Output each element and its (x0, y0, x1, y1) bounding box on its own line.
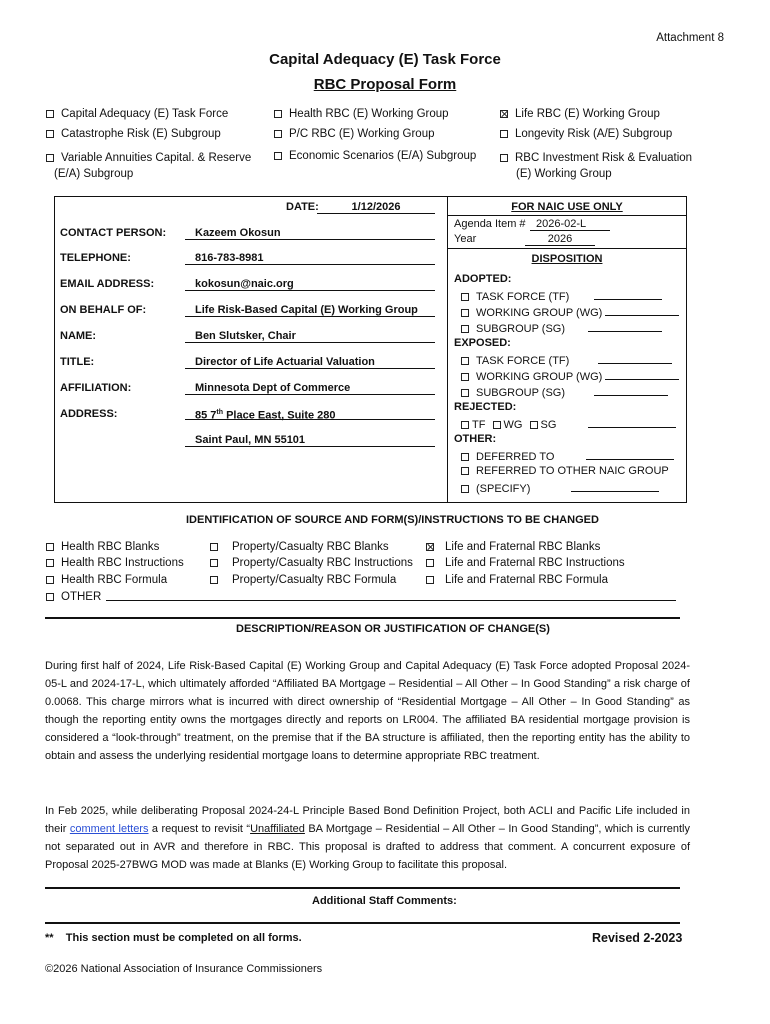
adopted-sg-line[interactable] (588, 321, 662, 332)
checkbox-icon[interactable] (46, 593, 54, 601)
form-option[interactable]: Life and Fraternal RBC Instructions (426, 557, 625, 569)
contact-person-label: CONTACT PERSON: (60, 227, 167, 239)
group-option[interactable]: Variable Annuities Capital. & Reserve (E/A) Subgroup (46, 150, 251, 182)
checkbox-icon[interactable] (210, 543, 218, 551)
section-divider (45, 922, 680, 924)
adopted-sg-option[interactable]: SUBGROUP (SG) (461, 321, 662, 335)
form-option[interactable]: Property/Casualty RBC Formula (210, 574, 396, 586)
checkbox-icon[interactable] (46, 154, 54, 162)
title-label: TITLE: (60, 356, 95, 368)
copyright: ©2026 National Association of Insurance Commissioners (45, 963, 323, 975)
group-option[interactable]: Catastrophe Risk (E) Subgroup (46, 128, 221, 140)
rejected-heading: REJECTED: (454, 401, 517, 413)
section-divider (45, 617, 680, 619)
title-field[interactable]: Director of Life Actuarial Valuation (185, 355, 435, 369)
exposed-sg-option[interactable]: SUBGROUP (SG) (461, 385, 668, 399)
contact-box (54, 196, 448, 503)
deferred-option[interactable]: DEFERRED TO (461, 449, 674, 463)
date-field[interactable]: 1/12/2026 (317, 200, 435, 214)
form-option[interactable]: Life and Fraternal RBC Formula (426, 574, 608, 586)
telephone-field[interactable]: 816-783-8981 (185, 251, 435, 265)
checked-checkbox-icon[interactable] (426, 543, 434, 551)
form-subtitle: RBC Proposal Form (313, 76, 457, 93)
adopted-wg-line[interactable] (605, 305, 679, 316)
exposed-heading: EXPOSED: (454, 337, 511, 349)
telephone-label: TELEPHONE: (60, 252, 131, 264)
contact-person-field[interactable]: Kazeem Okosun (185, 226, 435, 240)
checkbox-icon[interactable] (46, 130, 54, 138)
group-option[interactable]: Health RBC (E) Working Group (274, 108, 449, 120)
on-behalf-label: ON BEHALF OF: (60, 304, 147, 316)
affiliation-label: AFFILIATION: (60, 382, 132, 394)
naic-heading: FOR NAIC USE ONLY (511, 201, 623, 213)
group-option[interactable]: Life RBC (E) Working Group (500, 108, 660, 120)
address-label: ADDRESS: (60, 408, 118, 420)
checkbox-icon[interactable] (46, 543, 54, 551)
checkbox-icon[interactable] (210, 559, 218, 567)
date-label: DATE: (286, 201, 319, 213)
checkbox-icon[interactable] (46, 576, 54, 584)
checkbox-icon[interactable] (210, 576, 218, 584)
adopted-wg-option[interactable]: WORKING GROUP (WG) (461, 305, 679, 319)
affiliation-field[interactable]: Minnesota Dept of Commerce (185, 381, 435, 395)
checkbox-icon[interactable] (426, 576, 434, 584)
staff-comments-heading: Additional Staff Comments: (312, 895, 457, 907)
checkbox-icon[interactable] (461, 309, 469, 317)
on-behalf-field[interactable]: Life Risk-Based Capital (E) Working Group (185, 303, 435, 317)
email-label: EMAIL ADDRESS: (60, 278, 155, 290)
referred-option[interactable]: REFERRED TO OTHER NAIC GROUP (461, 465, 669, 477)
checkbox-icon[interactable] (461, 357, 469, 365)
other-line[interactable] (106, 600, 676, 601)
checkbox-icon[interactable] (530, 421, 538, 429)
checkbox-icon[interactable] (461, 389, 469, 397)
checkbox-icon[interactable] (46, 559, 54, 567)
checkbox-icon[interactable] (274, 152, 282, 160)
checkbox-icon[interactable] (461, 467, 469, 475)
adopted-heading: ADOPTED: (454, 273, 512, 285)
checkbox-icon[interactable] (461, 373, 469, 381)
form-option[interactable]: Property/Casualty RBC Instructions (210, 557, 413, 569)
revised-label: Revised 2-2023 (592, 931, 683, 945)
description-paragraph-1: During first half of 2024, Life Risk-Based Capital (E) Working Group and Capital Adequacy (E) Task Force adopted Proposal 2024-05-L and 2024-17-L, which ultimately afforded “Affiliated BA Mortgage – Residential – All Other – In Good Standing” a risk charge of 0.0068. This charge mirrors what is incurred with direct ownership of “Residential Mortgage – All Other – In Good Standing” as though the reporting entity owns the mortgages directly and reports on LR004. The affiliated BA residential mortgage provision is considered a “look-through” treatment, on the premise that if the BA structure is affiliated, then the reporting entity has the ability to obtain and assess the underlying residential mortgage loans to determine appropriate RBC treatment. (45, 660, 690, 762)
adopted-tf-option[interactable]: TASK FORCE (TF) (461, 289, 662, 303)
comment-letters-link[interactable]: comment letters (69, 823, 149, 835)
checkbox-icon[interactable] (274, 110, 282, 118)
other-option[interactable]: OTHER (46, 591, 101, 603)
section-divider (45, 887, 680, 889)
naic-divider (447, 248, 687, 249)
agenda-field[interactable]: 2026-02-L (530, 218, 610, 231)
form-title: Capital Adequacy (E) Task Force (269, 51, 501, 68)
address-line2-field[interactable]: Saint Paul, MN 55101 (185, 433, 435, 447)
form-option[interactable]: Property/Casualty RBC Blanks (210, 541, 389, 553)
exposed-tf-option[interactable]: TASK FORCE (TF) (461, 353, 672, 367)
checkbox-icon[interactable] (461, 485, 469, 493)
disposition-heading: DISPOSITION (531, 253, 603, 265)
group-option[interactable]: P/C RBC (E) Working Group (274, 128, 435, 140)
attachment-label: Attachment 8 (656, 32, 724, 44)
email-field[interactable]: kokosun@naic.org (185, 277, 435, 291)
group-option[interactable]: Longevity Risk (A/E) Subgroup (500, 128, 672, 140)
group-option[interactable]: Capital Adequacy (E) Task Force (46, 108, 228, 120)
checkbox-icon[interactable] (461, 453, 469, 461)
name-label: NAME: (60, 330, 97, 342)
exposed-wg-option[interactable]: WORKING GROUP (WG) (461, 369, 679, 383)
checkbox-icon[interactable] (493, 421, 501, 429)
checkbox-icon[interactable] (500, 154, 508, 162)
other-heading: OTHER: (454, 433, 497, 445)
checkbox-icon[interactable] (461, 421, 469, 429)
checkbox-icon[interactable] (46, 110, 54, 118)
specify-line[interactable] (571, 481, 659, 492)
checkbox-icon[interactable] (274, 130, 282, 138)
exposed-wg-line[interactable] (605, 369, 679, 380)
specify-option[interactable]: (SPECIFY) (461, 481, 659, 495)
group-option[interactable]: RBC Investment Risk & Evaluation (E) Working Group (500, 150, 692, 182)
checked-checkbox-icon[interactable] (500, 110, 508, 118)
form-option[interactable]: Health RBC Formula (46, 574, 167, 586)
deferred-line[interactable] (586, 449, 674, 460)
checkbox-icon[interactable] (461, 293, 469, 301)
rejected-line[interactable] (588, 417, 676, 428)
checkbox-icon[interactable] (500, 130, 508, 138)
naic-divider (447, 215, 687, 216)
footnote: ** This section must be completed on all forms. (45, 932, 302, 944)
year-label: Year (454, 233, 477, 245)
form-option[interactable]: Life and Fraternal RBC Blanks (426, 541, 600, 553)
adopted-tf-line[interactable] (594, 289, 662, 300)
address-field[interactable]: 85 7th Place East, Suite 280 (185, 406, 435, 420)
exposed-tf-line[interactable] (598, 353, 672, 364)
group-option[interactable]: Economic Scenarios (E/A) Subgroup (274, 150, 476, 162)
year-field[interactable]: 2026 (525, 233, 595, 246)
description-heading: DESCRIPTION/REASON OR JUSTIFICATION OF CHANGE(S) (236, 623, 550, 635)
description-paragraph-2: In Feb 2025, while deliberating Proposal 2024-24-L Principle Based Bond Definition Project, both ACLI and Pacific Life included in their comment letters a request to revisit “Unaffiliated BA Mortgage – Residential – All Other – In Good Standing”, which is currently not separated out in AVR and therefore in RBC. This proposal is drafted to address that comment. A concurrent exposure of Proposal 2025-27BWG MOD was made at Blanks (E) Working Group to facilitate this proposal. (45, 805, 690, 871)
exposed-sg-line[interactable] (594, 385, 668, 396)
form-option[interactable]: Health RBC Blanks (46, 541, 159, 553)
name-field[interactable]: Ben Slutsker, Chair (185, 329, 435, 343)
identification-heading: IDENTIFICATION OF SOURCE AND FORM(S)/INSTRUCTIONS TO BE CHANGED (186, 514, 599, 526)
checkbox-icon[interactable] (461, 325, 469, 333)
agenda-label: Agenda Item # (454, 218, 526, 230)
checkbox-icon[interactable] (426, 559, 434, 567)
rejected-options[interactable]: TF WG SG (461, 417, 676, 431)
form-option[interactable]: Health RBC Instructions (46, 557, 184, 569)
